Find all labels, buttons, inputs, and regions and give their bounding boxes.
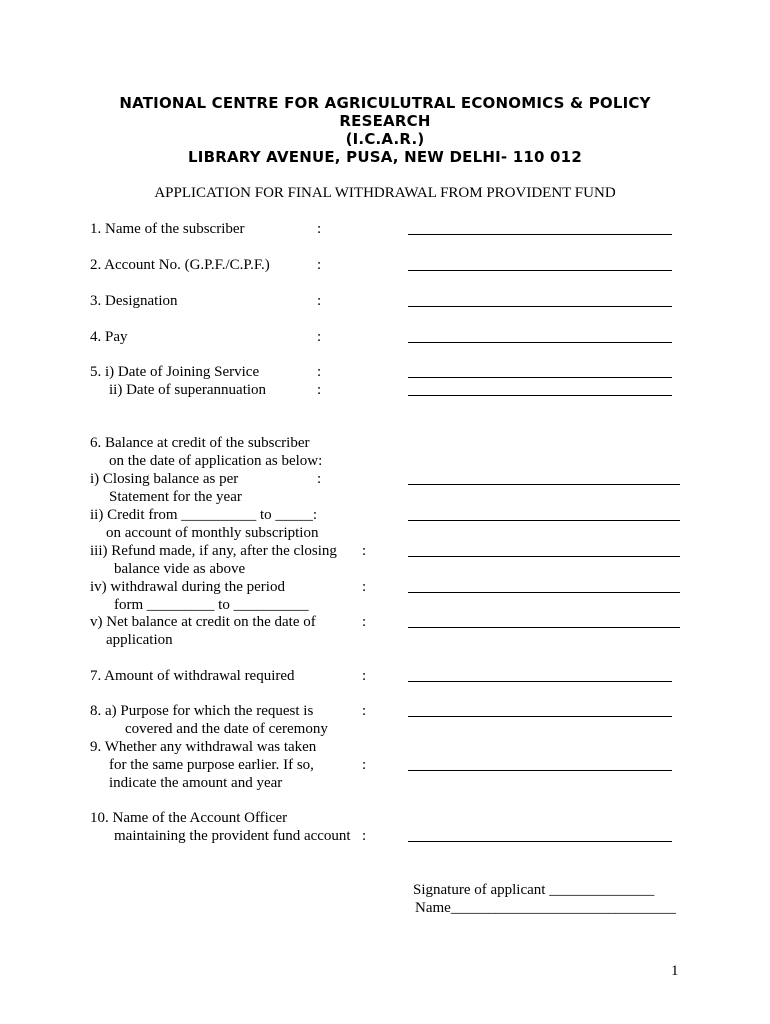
field-label-balance-at-credit-cont: on the date of application as below: xyxy=(109,453,323,469)
page-number: 1 xyxy=(671,963,679,979)
colon: : xyxy=(362,614,367,630)
field-label-refund-made: iii) Refund made, if any, after the closing xyxy=(90,543,337,559)
subscriber-name-blank[interactable] xyxy=(408,234,672,235)
colon: : xyxy=(317,471,322,487)
signature-of-applicant-field[interactable]: Signature of applicant ______________ xyxy=(413,882,655,898)
colon: : xyxy=(317,382,322,398)
purpose-blank[interactable] xyxy=(408,716,672,717)
field-label-subscriber-name: 1. Name of the subscriber xyxy=(90,221,245,237)
field-label-net-balance: v) Net balance at credit on the date of xyxy=(90,614,316,630)
field-label-monthly-subscription: on account of monthly subscription xyxy=(106,525,319,541)
previous-withdrawal-blank[interactable] xyxy=(408,770,672,771)
date-of-joining-blank[interactable] xyxy=(408,377,672,378)
colon: : xyxy=(362,543,367,559)
colon: : xyxy=(362,668,367,684)
field-label-purpose: 8. a) Purpose for which the request is xyxy=(90,703,314,719)
field-label-refund-cont: balance vide as above xyxy=(114,561,246,577)
field-label-previous-withdrawal-cont: for the same purpose earlier. If so, xyxy=(109,757,314,773)
closing-balance-blank[interactable] xyxy=(408,484,680,485)
field-label-withdrawal-amount: 7. Amount of withdrawal required xyxy=(90,668,295,684)
colon: : xyxy=(362,828,367,844)
designation-blank[interactable] xyxy=(408,306,672,307)
field-label-pay: 4. Pay xyxy=(90,329,128,345)
colon: : xyxy=(317,257,322,273)
colon: : xyxy=(317,329,322,345)
field-label-purpose-cont: covered and the date of ceremony xyxy=(125,721,328,737)
account-no-blank[interactable] xyxy=(408,270,672,271)
field-label-designation: 3. Designation xyxy=(90,293,178,309)
institution-name-line1: NATIONAL CENTRE FOR AGRICULUTRAL ECONOMICS & POLICY xyxy=(119,94,651,112)
field-label-credit-from-to: ii) Credit from __________ to _____: xyxy=(90,507,318,523)
field-label-account-officer: 10. Name of the Account Officer xyxy=(90,810,288,826)
field-label-balance-at-credit: 6. Balance at credit of the subscriber xyxy=(90,435,310,451)
field-label-previous-withdrawal: 9. Whether any withdrawal was taken xyxy=(90,739,317,755)
field-label-statement-year: Statement for the year xyxy=(109,489,242,505)
field-label-amount-and-year: indicate the amount and year xyxy=(109,775,283,791)
field-label-withdrawal-from-to: form _________ to __________ xyxy=(114,597,309,613)
withdrawal-amount-blank[interactable] xyxy=(408,681,672,682)
field-label-account-officer-cont: maintaining the provident fund account xyxy=(114,828,351,844)
colon: : xyxy=(317,221,322,237)
withdrawal-period-blank[interactable] xyxy=(408,592,680,593)
refund-blank[interactable] xyxy=(408,556,680,557)
credit-amount-blank[interactable] xyxy=(408,520,680,521)
field-label-date-of-superannuation: ii) Date of superannuation xyxy=(109,382,267,398)
field-label-date-of-joining: 5. i) Date of Joining Service xyxy=(90,364,260,380)
colon: : xyxy=(317,364,322,380)
colon: : xyxy=(362,703,367,719)
form-title: APPLICATION FOR FINAL WITHDRAWAL FROM PROVIDENT FUND xyxy=(154,185,616,201)
field-label-account-no: 2. Account No. (G.P.F./C.P.F.) xyxy=(90,257,270,273)
field-label-net-balance-cont: application xyxy=(106,632,173,648)
colon: : xyxy=(317,293,322,309)
institution-name-line2: RESEARCH xyxy=(339,112,431,130)
pay-blank[interactable] xyxy=(408,342,672,343)
field-label-closing-balance: i) Closing balance as per xyxy=(90,471,239,487)
institution-parent-body: (I.C.A.R.) xyxy=(345,130,425,148)
colon: : xyxy=(362,579,367,595)
field-label-withdrawal-period: iv) withdrawal during the period xyxy=(90,579,285,595)
institution-address: LIBRARY AVENUE, PUSA, NEW DELHI- 110 012 xyxy=(188,148,582,166)
account-officer-blank[interactable] xyxy=(408,841,672,842)
net-balance-blank[interactable] xyxy=(408,627,680,628)
date-of-superannuation-blank[interactable] xyxy=(408,395,672,396)
colon: : xyxy=(362,757,367,773)
applicant-name-field[interactable]: Name______________________________ xyxy=(415,900,676,916)
